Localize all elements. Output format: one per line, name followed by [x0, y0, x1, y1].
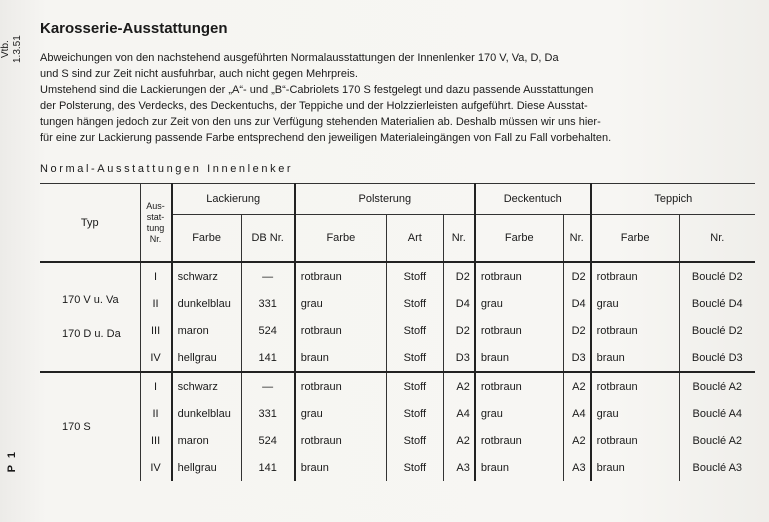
polster-farbe: grau: [295, 290, 387, 317]
decke-farbe: rotbraun: [475, 372, 563, 400]
decke-farbe: braun: [475, 344, 563, 372]
header-polster-farbe: Farbe: [295, 215, 387, 263]
header-decke-nr: Nr.: [563, 215, 590, 263]
decke-nr: A4: [563, 400, 590, 427]
polster-farbe: braun: [295, 344, 387, 372]
lack-farbe: dunkelblau: [172, 400, 241, 427]
typ-cell: [40, 262, 140, 372]
typ-label: 170 D u. Da: [62, 328, 121, 340]
polster-farbe: rotbraun: [295, 372, 387, 400]
teppich-farbe: braun: [591, 344, 679, 372]
header-polster-nr: Nr.: [443, 215, 475, 263]
header-ausstattung-line: Nr.: [149, 233, 162, 244]
polster-art: Stoff: [386, 344, 443, 372]
decke-nr: A3: [563, 454, 590, 481]
row-number: I: [140, 372, 172, 400]
teppich-farbe: grau: [591, 290, 679, 317]
header-ausstattung-line: tung: [146, 222, 165, 233]
lack-farbe: maron: [172, 317, 241, 344]
polster-art: Stoff: [386, 290, 443, 317]
teppich-farbe: rotbraun: [591, 262, 679, 290]
typ-label: 170 V u. Va: [62, 294, 119, 306]
teppich-nr: Bouclé D4: [679, 290, 755, 317]
lack-farbe: dunkelblau: [172, 290, 241, 317]
intro-line: der Polsterung, des Verdecks, des Deckentuchs, der Teppiche und der Holzzierleisten aufgeführt. Diese Ausstat-: [40, 100, 588, 112]
row-number: I: [140, 262, 172, 290]
decke-nr: D3: [563, 344, 590, 372]
polster-art: Stoff: [386, 400, 443, 427]
row-number: III: [140, 427, 172, 454]
teppich-nr: Bouclé D2: [679, 317, 755, 344]
polster-farbe: rotbraun: [295, 317, 387, 344]
polster-nr: A2: [443, 427, 475, 454]
header-decke-farbe: Farbe: [475, 215, 563, 263]
lack-dbnr: 331: [241, 400, 295, 427]
polster-nr: D3: [443, 344, 475, 372]
polster-farbe: braun: [295, 454, 387, 481]
typ-label: 170 S: [62, 421, 91, 433]
header-ausstattung: [140, 184, 172, 263]
row-number: IV: [140, 454, 172, 481]
section-title: Normal-Ausstattungen Innenlenker: [40, 163, 294, 175]
typ-cell: [40, 372, 140, 481]
header-lackierung: Lackierung: [172, 184, 295, 215]
teppich-nr: Bouclé D3: [679, 344, 755, 372]
header-deckentuch: Deckentuch: [475, 184, 591, 215]
lack-farbe: hellgrau: [172, 344, 241, 372]
teppich-farbe: rotbraun: [591, 372, 679, 400]
polster-art: Stoff: [386, 317, 443, 344]
decke-farbe: grau: [475, 290, 563, 317]
decke-farbe: rotbraun: [475, 262, 563, 290]
lack-dbnr: —: [241, 262, 295, 290]
header-lack-farbe: Farbe: [172, 215, 241, 263]
row-number: III: [140, 317, 172, 344]
intro-paragraph: [40, 50, 760, 146]
decke-farbe: rotbraun: [475, 427, 563, 454]
lack-dbnr: —: [241, 372, 295, 400]
row-number: II: [140, 400, 172, 427]
lack-farbe: schwarz: [172, 262, 241, 290]
margin-ref-top: Vtb.: [0, 40, 11, 58]
lack-farbe: schwarz: [172, 372, 241, 400]
header-teppich: Teppich: [591, 184, 755, 215]
header-ausstattung-line: Aus-: [146, 200, 165, 211]
polster-art: Stoff: [386, 454, 443, 481]
polster-nr: A3: [443, 454, 475, 481]
decke-nr: D4: [563, 290, 590, 317]
header-typ: Typ: [40, 184, 140, 263]
polster-art: Stoff: [386, 262, 443, 290]
polster-nr: D4: [443, 290, 475, 317]
teppich-nr: Bouclé A3: [679, 454, 755, 481]
teppich-nr: Bouclé A2: [679, 372, 755, 400]
lack-farbe: hellgrau: [172, 454, 241, 481]
page-title: Karosserie-Ausstattungen: [40, 20, 228, 37]
lack-farbe: maron: [172, 427, 241, 454]
lack-dbnr: 141: [241, 344, 295, 372]
polster-farbe: rotbraun: [295, 427, 387, 454]
polster-farbe: grau: [295, 400, 387, 427]
decke-farbe: braun: [475, 454, 563, 481]
teppich-nr: Bouclé D2: [679, 262, 755, 290]
decke-farbe: rotbraun: [475, 317, 563, 344]
margin-reference: [0, 24, 28, 74]
teppich-nr: Bouclé A2: [679, 427, 755, 454]
decke-farbe: grau: [475, 400, 563, 427]
lack-dbnr: 141: [241, 454, 295, 481]
polster-farbe: rotbraun: [295, 262, 387, 290]
lack-dbnr: 524: [241, 317, 295, 344]
intro-line: Umstehend sind die Lackierungen der „A“- und „B“-Cabriolets 170 S festgelegt und dazu passende Ausstattungen: [40, 84, 594, 96]
teppich-nr: Bouclé A4: [679, 400, 755, 427]
lack-dbnr: 331: [241, 290, 295, 317]
intro-line: tungen hängen jedoch zur Zeit von den uns zur Verfügung stehenden Materialien ab. Deshalb müssen wir uns hier-: [40, 116, 601, 128]
teppich-farbe: rotbraun: [591, 317, 679, 344]
intro-line: Abweichungen von den nachstehend ausgeführten Normalausstattungen der Innenlenker 170 V, Va, D, Da: [40, 52, 559, 64]
header-polster-art: Art: [386, 215, 443, 263]
teppich-farbe: rotbraun: [591, 427, 679, 454]
lack-dbnr: 524: [241, 427, 295, 454]
row-number: IV: [140, 344, 172, 372]
polster-nr: D2: [443, 262, 475, 290]
intro-line: für eine zur Lackierung passende Farbe entsprechend den jeweiligen Materialeingängen von Fall zu Fall vorbehalten.: [40, 132, 612, 144]
teppich-farbe: grau: [591, 400, 679, 427]
row-number: II: [140, 290, 172, 317]
decke-nr: D2: [563, 262, 590, 290]
header-teppich-farbe: Farbe: [591, 215, 679, 263]
polster-nr: A2: [443, 372, 475, 400]
header-ausstattung-line: stat-: [146, 211, 165, 222]
polster-nr: D2: [443, 317, 475, 344]
equipment-table: [40, 183, 755, 481]
margin-ref-bottom: 1.3.51: [12, 35, 23, 63]
margin-page-number: P 1: [6, 450, 18, 473]
decke-nr: D2: [563, 317, 590, 344]
polster-art: Stoff: [386, 427, 443, 454]
polster-art: Stoff: [386, 372, 443, 400]
teppich-farbe: braun: [591, 454, 679, 481]
decke-nr: A2: [563, 427, 590, 454]
header-polsterung: Polsterung: [295, 184, 475, 215]
polster-nr: A4: [443, 400, 475, 427]
header-lack-dbnr: DB Nr.: [241, 215, 295, 263]
intro-line: und S sind zur Zeit nicht ausfuhrbar, auch nicht gegen Mehrpreis.: [40, 68, 358, 80]
header-teppich-nr: Nr.: [679, 215, 755, 263]
decke-nr: A2: [563, 372, 590, 400]
